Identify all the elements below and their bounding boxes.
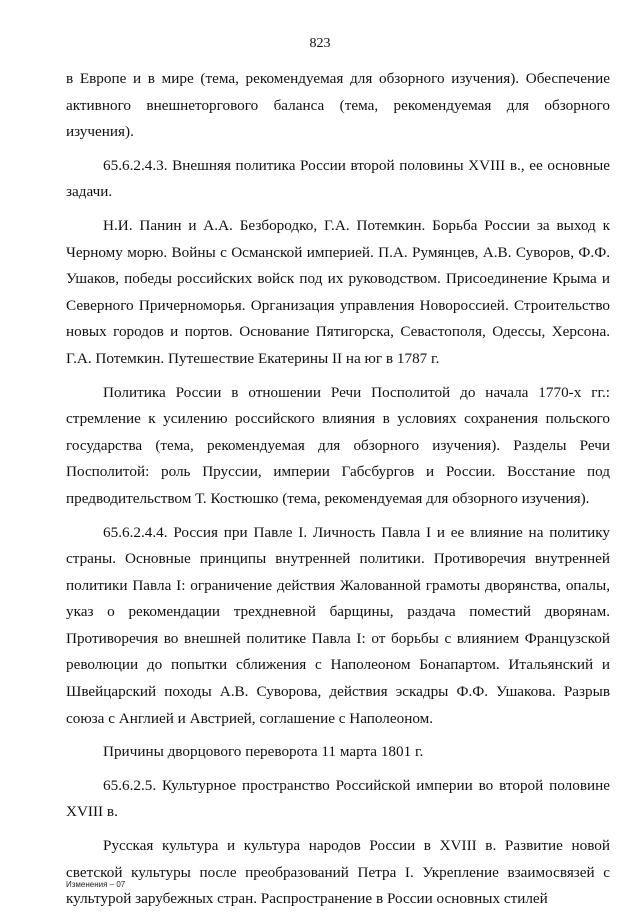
page-number: 823 [309, 36, 331, 51]
section-heading-65-6-2-4-4: 65.6.2.4.4. Россия при Павле I. Личность Павла I и ее влияние на политику страны. Основные принципы внутренней политики. Противоречия внутренней политики Павла I: ограничение действия Жалованной грамоты дворянства, опалы, указ о рекомендации трехдневной барщины, раздача поместий дворянам. Противоречия во внешней политике Павла I: от борьбы с влиянием Французской революции до попытки сближения с Наполеоном Бонапартом. Итальянский и Швейцарский походы А.В. Суворова, действия эскадры Ф.Ф. Ушакова. Разрыв союза с Англией и Австрией, соглашение с Наполеоном. [66, 523, 610, 727]
paragraph-continuation: в Европе и в мире (тема, рекомендуемая для обзорного изучения). Обеспечение активного внешнеторгового баланса (тема, рекомендуемая для обзорного изучения). [66, 70, 610, 141]
section-heading-65-6-2-4-3: 65.6.2.4.3. Внешняя политика России второй половины XVIII в., ее основные задачи. [66, 156, 610, 201]
document-body [66, 66, 610, 920]
section-heading-65-6-2-5: 65.6.2.5. Культурное пространство Российской империи во второй половине XVIII в. [66, 776, 610, 821]
paragraph-russian-culture: Русская культура и культура народов России в XVIII в. Развитие новой светской культуры после преобразований Петра I. Укрепление взаимосвязей с культурой зарубежных стран. Распространение в России основных стилей [66, 837, 610, 908]
paragraph-palace-coup: Причины дворцового переворота 11 марта 1801 г. [103, 743, 424, 761]
page-footer: Изменения – 07 [66, 880, 126, 889]
paragraph-black-sea: Н.И. Панин и А.А. Безбородко, Г.А. Потемкин. Борьба России за выход к Черному морю. Войны с Османской империей. П.А. Румянцев, А.В. Суворов, Ф.Ф. Ушаков, победы российских войск под их руководством. Присоединение Крыма и Северного Причерноморья. Организация управления Новороссией. Строительство новых городов и портов. Основание Пятигорска, Севастополя, Одессы, Херсона. Г.А. Потемкин. Путешествие Екатерины II на юг в 1787 г. [66, 216, 610, 367]
paragraph-rzeczpospolita: Политика России в отношении Речи Посполитой до начала 1770-х гг.: стремление к усилению российского влияния в условиях сохранения польского государства (тема, рекомендуемая для обзорного изучения). Разделы Речи Посполитой: роль Пруссии, империи Габсбургов и России. Восстание под предводительством Т. Костюшко (тема, рекомендуемая для обзорного изучения). [66, 383, 610, 507]
